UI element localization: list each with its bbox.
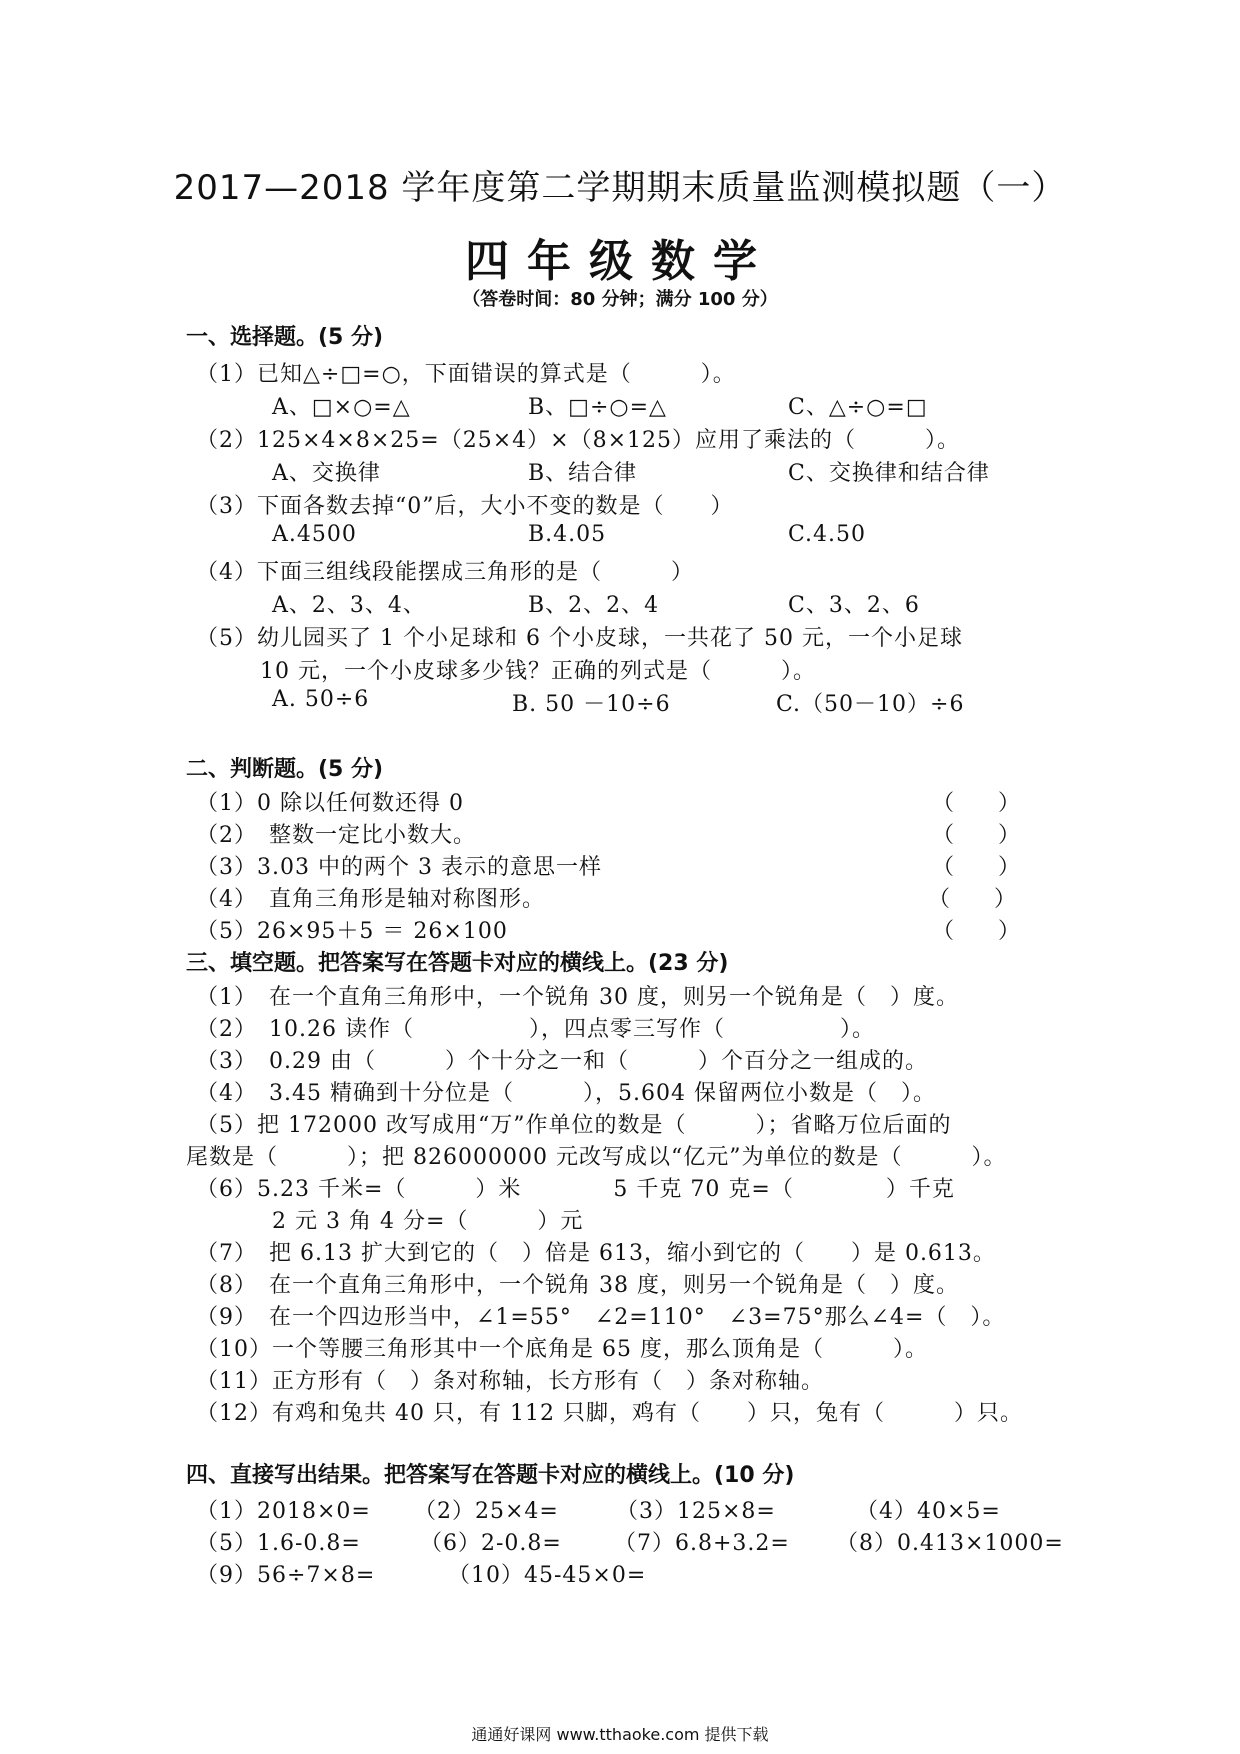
q2-stem: （2）125×4×8×25=（25×4）×（8×125）应用了乘法的（ ）。 <box>196 428 960 453</box>
fill-line-5-continued: 尾数是（ ）；把 826000000 元改写成以“亿元”为单位的数是（ ）。 <box>186 1145 1007 1170</box>
judge-item-3: （3）3.03 中的两个 3 表示的意思一样 <box>196 855 602 880</box>
calc-item-3: （3）125×8= <box>616 1499 776 1524</box>
q3-option-a: A.4500 <box>272 522 357 547</box>
calc-item-6: （6）2-0.8= <box>420 1531 562 1556</box>
fill-line-5: （5）把 172000 改写成用“万”作单位的数是（ ）；省略万位后面的 <box>196 1113 952 1138</box>
q1-option-a: A、□×○=△ <box>272 395 411 420</box>
q2-option-c: C、交换律和结合律 <box>788 461 990 486</box>
section3-heading: 三、填空题。把答案写在答题卡对应的横线上。(23 分) <box>186 951 729 976</box>
q4-option-c: C、3、2、6 <box>788 593 920 618</box>
q2-option-b: B、结合律 <box>528 461 638 486</box>
judge-item-4: （4） 直角三角形是轴对称图形。 <box>196 887 545 912</box>
fill-line-8: （8） 在一个直角三角形中，一个锐角 38 度，则另一个锐角是（ ）度。 <box>196 1273 959 1298</box>
fill-line-3: （3） 0.29 由（ ）个十分之一和（ ）个百分之一组成的。 <box>196 1049 928 1074</box>
section2-heading: 二、判断题。(5 分) <box>186 757 384 782</box>
q2-option-a: A、交换律 <box>272 461 381 486</box>
fill-line-11: （11）正方形有（ ）条对称轴，长方形有（ ）条对称轴。 <box>196 1369 824 1394</box>
q4-option-a: A、2、3、4、 <box>272 593 426 618</box>
judge-answer-paren-3: （ ） <box>932 855 1021 880</box>
q5-stem-line1: （5）幼儿园买了 1 个小足球和 6 个小皮球，一共花了 50 元，一个小足球 <box>196 626 963 651</box>
q3-option-b: B.4.05 <box>528 522 607 547</box>
q1-option-c: C、△÷○=□ <box>788 395 928 420</box>
judge-answer-paren-4: （ ） <box>928 887 1017 912</box>
calc-item-4: （4）40×5= <box>856 1499 1001 1524</box>
fill-line-10: （10）一个等腰三角形其中一个底角是 65 度，那么顶角是（ ）。 <box>196 1337 928 1362</box>
subject-title: 四年级数学 <box>465 236 775 287</box>
q3-option-c: C.4.50 <box>788 522 867 547</box>
judge-item-1: （1）0 除以任何数还得 0 <box>196 791 464 816</box>
fill-line-6-continued: 2 元 3 角 4 分=（ ）元 <box>272 1209 584 1234</box>
exam-info: （答卷时间：80 分钟；满分 100 分） <box>462 289 778 310</box>
q5-option-b: B. 50 －10÷6 <box>512 692 671 717</box>
q4-option-b: B、2、2、4 <box>528 593 660 618</box>
q1-stem: （1）已知△÷□=○，下面错误的算式是（ ）。 <box>196 362 736 387</box>
fill-line-6: （6）5.23 千米=（ ）米 5 千克 70 克=（ ）千克 <box>196 1177 955 1202</box>
calc-item-5: （5）1.6-0.8= <box>196 1531 361 1556</box>
judge-item-5: （5）26×95＋5 ＝ 26×100 <box>196 919 508 944</box>
section1-heading: 一、选择题。(5 分) <box>186 325 384 350</box>
fill-line-7: （7） 把 6.13 扩大到它的（ ）倍是 613，缩小到它的（ ）是 0.613。 <box>196 1241 996 1266</box>
calc-item-9: （9）56÷7×8= <box>196 1563 376 1588</box>
judge-answer-paren-5: （ ） <box>932 919 1021 944</box>
q3-stem: （3）下面各数去掉“0”后，大小不变的数是（ ） <box>196 494 734 519</box>
calc-item-2: （2）25×4= <box>414 1499 559 1524</box>
footer-credit: 通通好课网 www.tthaoke.com 提供下载 <box>471 1725 769 1744</box>
q5-option-c: C.（50－10）÷6 <box>776 692 965 717</box>
calc-item-10: （10）45-45×0= <box>448 1563 647 1588</box>
fill-line-9: （9） 在一个四边形当中，∠1=55° ∠2=110° ∠3=75°那么∠4=（ ）。 <box>196 1305 1006 1330</box>
fill-line-2: （2） 10.26 读作（ ），四点零三写作（ ）。 <box>196 1017 875 1042</box>
fill-line-4: （4） 3.45 精确到十分位是（ ），5.604 保留两位小数是（ ）。 <box>196 1081 936 1106</box>
calc-item-8: （8）0.413×1000= <box>836 1531 1064 1556</box>
calc-item-7: （7）6.8+3.2= <box>614 1531 790 1556</box>
q1-option-b: B、□÷○=△ <box>528 395 667 420</box>
exam-title: 2017—2018 学年度第二学期期末质量监测模拟题（一） <box>173 168 1067 208</box>
judge-item-2: （2） 整数一定比小数大。 <box>196 823 476 848</box>
fill-line-12: （12）有鸡和兔共 40 只，有 112 只脚，鸡有（ ）只，兔有（ ）只。 <box>196 1401 1023 1426</box>
judge-answer-paren-1: （ ） <box>932 791 1021 816</box>
judge-answer-paren-2: （ ） <box>932 823 1021 848</box>
fill-line-1: （1） 在一个直角三角形中，一个锐角 30 度，则另一个锐角是（ ）度。 <box>196 985 959 1010</box>
section4-heading: 四、直接写出结果。把答案写在答题卡对应的横线上。(10 分) <box>186 1463 795 1488</box>
q5-stem-line2: 10 元，一个小皮球多少钱？正确的列式是（ ）。 <box>260 659 816 684</box>
q4-stem: （4）下面三组线段能摆成三角形的是（ ） <box>196 560 694 585</box>
q5-option-a: A. 50÷6 <box>272 687 370 712</box>
calc-item-1: （1）2018×0= <box>196 1499 371 1524</box>
